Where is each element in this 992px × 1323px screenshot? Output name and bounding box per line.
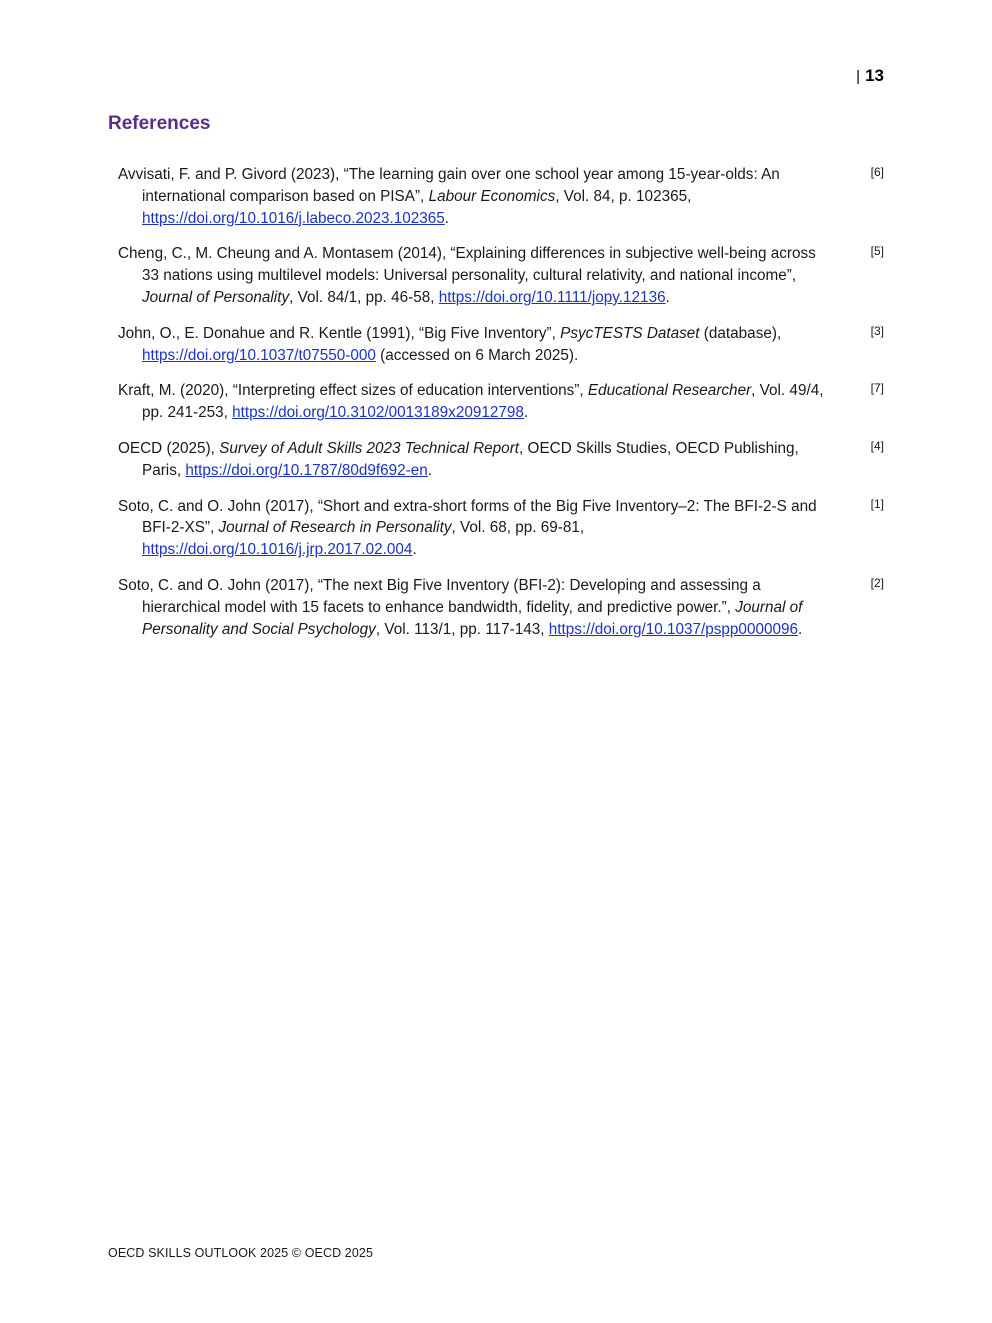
reference-doi-link[interactable]: https://doi.org/10.1016/j.jrp.2017.02.004 bbox=[142, 541, 413, 559]
section-title: References bbox=[108, 113, 211, 134]
reference-journal: PsycTESTS Dataset bbox=[560, 324, 700, 342]
reference-doi-link[interactable]: https://doi.org/10.3102/0013189x20912798 bbox=[232, 404, 524, 422]
reference-number: [6] bbox=[870, 165, 884, 179]
reference-journal: Journal of Personality and Social Psychology bbox=[142, 598, 803, 638]
reference-details: , Vol. 84/1, pp. 46-58, bbox=[289, 288, 439, 306]
reference-details: , Vol. 84, p. 102365, bbox=[555, 187, 692, 205]
reference-details: (database), bbox=[699, 324, 782, 342]
page-number-value: 13 bbox=[865, 66, 884, 85]
reference-number: [4] bbox=[870, 438, 884, 453]
reference-doi-link[interactable]: https://doi.org/10.1111/jopy.12136 bbox=[438, 288, 666, 306]
reference-number: [7] bbox=[870, 381, 884, 396]
reference-doi-link[interactable]: https://doi.org/10.1016/j.labeco.2023.102365 bbox=[142, 209, 445, 227]
reference-item bbox=[118, 243, 888, 308]
reference-journal: Survey of Adult Skills 2023 Technical Report bbox=[219, 439, 520, 457]
reference-doi-link[interactable]: https://doi.org/10.1037/t07550-000 bbox=[142, 346, 376, 364]
page-number-separator: | bbox=[856, 68, 861, 85]
reference-journal: Labour Economics bbox=[428, 187, 556, 205]
reference-tail: . bbox=[444, 209, 450, 227]
reference-text: Kraft, M. (2020), “Interpreting effect sizes of education interventions”, bbox=[118, 382, 588, 400]
page-number bbox=[856, 66, 884, 86]
reference-tail: (accessed on 6 March 2025). bbox=[375, 346, 579, 364]
page-footer: OECD SKILLS OUTLOOK 2025 © OECD 2025 bbox=[108, 1246, 374, 1260]
reference-tail: . bbox=[665, 288, 670, 306]
reference-details: , OECD Skills Studies, OECD Publishing, Paris, bbox=[142, 439, 799, 479]
reference-number: [5] bbox=[870, 244, 884, 259]
reference-tail: . bbox=[412, 541, 417, 559]
reference-journal: Journal of Research in Personality bbox=[218, 519, 452, 537]
reference-journal: Educational Researcher bbox=[587, 382, 752, 400]
reference-item bbox=[118, 438, 888, 482]
reference-item bbox=[118, 496, 888, 561]
reference-item bbox=[118, 323, 888, 367]
reference-list bbox=[118, 164, 888, 654]
reference-text: Soto, C. and O. John (2017), “The next Big Five Inventory (BFI-2): Developing and assessing a hierarchical model with 15 facets to enhance bandwidth, fidelity, and predictive power.”, bbox=[118, 576, 761, 616]
reference-details: , Vol. 68, pp. 69-81, bbox=[451, 519, 585, 537]
reference-text: OECD (2025), bbox=[118, 439, 220, 457]
reference-tail: . bbox=[523, 404, 529, 422]
reference-number: [3] bbox=[870, 323, 884, 338]
reference-tail: . bbox=[797, 620, 803, 638]
reference-number: [2] bbox=[870, 575, 884, 590]
reference-tail: . bbox=[427, 461, 432, 479]
reference-item bbox=[118, 380, 888, 424]
reference-text: John, O., E. Donahue and R. Kentle (1991), “Big Five Inventory”, bbox=[118, 324, 561, 342]
reference-doi-link[interactable]: https://doi.org/10.1037/pspp0000096 bbox=[548, 620, 798, 638]
reference-item bbox=[118, 164, 888, 229]
reference-doi-link[interactable]: https://doi.org/10.1787/80d9f692-en bbox=[185, 461, 428, 479]
reference-text: Soto, C. and O. John (2017), “Short and extra-short forms of the Big Five Inventory–2: The BFI-2-S and BFI-2-XS”, bbox=[118, 497, 817, 537]
reference-text: Avvisati, F. and P. Givord (2023), “The learning gain over one school year among 15-year-olds: An international comparison based on PISA”, bbox=[118, 166, 780, 205]
reference-details: , Vol. 113/1, pp. 117-143, bbox=[375, 620, 549, 638]
reference-journal: Journal of Personality bbox=[142, 288, 290, 306]
reference-number: [1] bbox=[870, 496, 884, 511]
reference-item bbox=[118, 575, 888, 640]
reference-text: Cheng, C., M. Cheung and A. Montasem (2014), “Explaining differences in subjective well-being across 33 nations using multilevel models: Universal personality, cultural relativity, and national income”, bbox=[118, 245, 816, 285]
reference-details: , Vol. 49/4, pp. 241-253, bbox=[142, 382, 824, 422]
